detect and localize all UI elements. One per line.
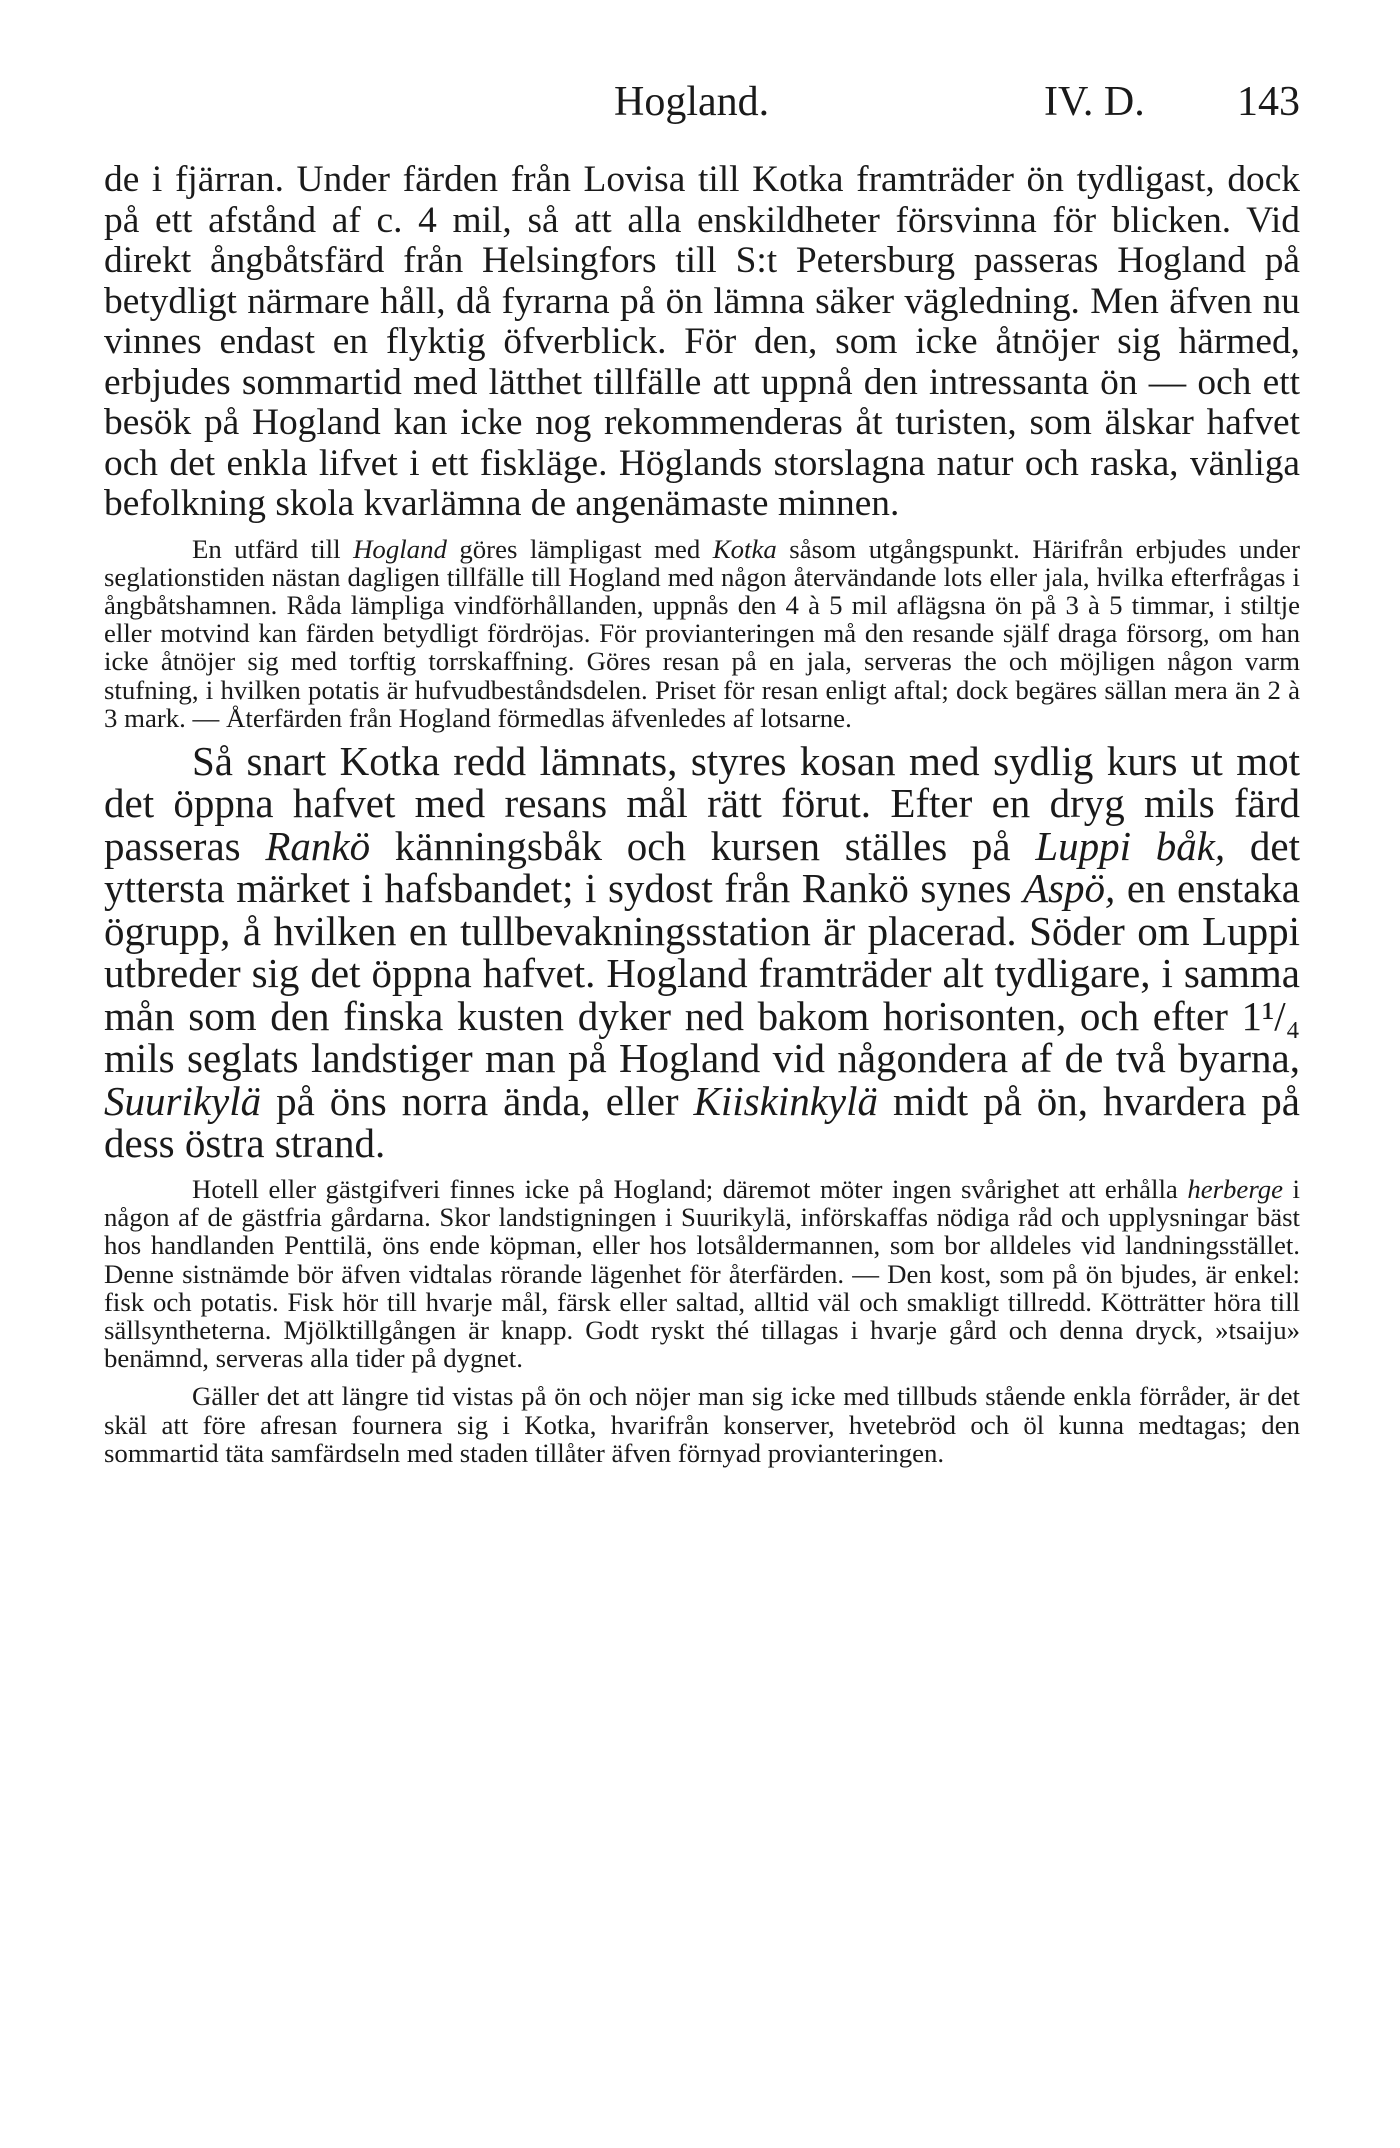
voyage-text-e: på öns norra ända, eller bbox=[261, 1077, 694, 1124]
note-lodging bbox=[104, 1175, 1300, 1372]
note-excursion-kotka: Kotka bbox=[712, 533, 777, 564]
note-excursion-text-c: såsom utgångspunkt. Härifrån erbjudes under seglationstiden nästan dagligen tillfälle till Hogland med någon återvändande lots eller jala, hvilka efterfrågas i ångbåtshamnen. Råda lämpliga vindförhållanden, uppnås den 4 à 5 mil aflägsna ön på 3 à 5 timmar, i stiltje eller motvind kan färden betydligt fördröjas. För provianteringen må den resande själf draga försorg, om han icke åtnöjer sig med torftig torrskaffning. Göres resan på en jala, serveras the och möjligen någon varm stufning, i hvilken potatis är hufvudbeståndsdelen. Priset för resan enligt aftal; dock begäres sällan mera än 2 à 3 mark. — Återfärden från Hogland förmedlas äfvenledes af lotsarne. bbox=[104, 533, 1300, 733]
voyage-aspo: Aspö, bbox=[1023, 865, 1116, 912]
paragraph-intro: de i fjärran. Under färden från Lovisa till Kotka framträder ön tydligast, dock på ett afstånd af c. 4 mil, så att alla enskildheter försvinna för blicken. Vid direkt ångbåtsfärd från Helsingfors till S:t Petersburg passeras Hogland på betydligt närmare håll, då fyrarna på ön lämna säker vägledning. Men äfven nu vinnes endast en flyktig öfverblick. För den, som icke åtnöjer sig härmed, erbjudes sommartid med lätthet tillfälle att uppnå den intressanta ön — och ett besök på Hogland kan icke nog rekommenderas åt turisten, som älskar hafvet och det enkla lifvet i ett fiskläge. Höglands storslagna natur och raska, vänliga befolkning skola kvarlämna de angenämaste minnen. bbox=[104, 159, 1300, 524]
voyage-suurikyla: Suurikylä bbox=[104, 1077, 262, 1124]
note-excursion-hogland: Hogland bbox=[353, 533, 447, 564]
note-lodging-herberge: herberge bbox=[1187, 1173, 1284, 1204]
voyage-text-f: midt på ön, hvardera på dess östra strand. bbox=[104, 1077, 1301, 1167]
section-label: IV. D. bbox=[1044, 79, 1145, 125]
voyage-text-c: det yttersta märket i hafsbandet; i sydost från Rankö synes bbox=[104, 822, 1300, 912]
voyage-kiiskinkyla: Kiiskinkylä bbox=[693, 1077, 878, 1124]
voyage-ranko: Rankö bbox=[265, 822, 371, 869]
paragraph-voyage bbox=[104, 737, 1301, 1167]
running-title: Hogland. bbox=[614, 79, 770, 125]
page-body bbox=[104, 160, 1300, 1467]
voyage-text-a: Så snart Kotka redd lämnats, styres kosan med sydlig kurs ut mot det öppna hafvet med resans mål rätt förut. Efter en dryg mils färd passeras bbox=[104, 737, 1300, 869]
voyage-text-b: känningsbåk och kursen ställes på bbox=[370, 822, 1036, 869]
note-provisions: Gäller det att längre tid vistas på ön och nöjer man sig icke med tillbuds stående enkla förråder, är det skäl att före afresan fournera sig i Kotka, hvarifrån konserver, hvetebröd och öl kunna medtagas; den sommartid täta samfärdseln med staden tillåter äfven förnyad provianteringen. bbox=[104, 1381, 1300, 1468]
note-lodging-text-b: i någon af de gästfria gårdarna. Skor landstigningen i Suurikylä, införskaffas nödiga råd och upplysningar bäst hos handlanden Penttilä, öns ende köpman, eller hos lotsåldermannen, som bor alldeles vid landningsstället. Denne sistnämde bör äfven vidtalas rörande lägenhet för återfärden. — Den kost, som på ön bjudes, är enkel: fisk och potatis. Fisk hör till hvarje mål, färsk eller saltad, alltid väl och smakligt tillredd. Kötträtter höra till sällsyntheterna. Mjölktillgången är knapp. Godt ryskt thé tillagas i hvarje gård och denna dryck, »tsaiju» benämnd, serveras alla tider på dygnet. bbox=[104, 1173, 1300, 1374]
page-number: 143 bbox=[1237, 79, 1300, 125]
note-excursion-text-b: göres lämpligast med bbox=[446, 533, 713, 564]
page-header bbox=[104, 72, 1300, 132]
voyage-text-d: en enstaka ögrupp, å hvilken en tullbevakningsstation är placerad. Söder om Luppi utbreder sig det öppna hafvet. Hogland framträder alt tydligare, i samma mån som den finska kusten dyker ned bakom horisonten, och efter 1¹/₄ mils seglats landstiger man på Hogland vid någondera af de två byarna, bbox=[104, 865, 1300, 1082]
note-excursion-text-a: En utfärd till bbox=[192, 533, 354, 564]
note-lodging-text-a: Hotell eller gästgifveri finnes icke på Hogland; däremot möter ingen svårighet att erhålla bbox=[192, 1173, 1188, 1204]
voyage-luppi: Luppi båk, bbox=[1035, 822, 1226, 869]
book-page bbox=[104, 72, 1300, 1467]
note-excursion bbox=[104, 535, 1300, 732]
